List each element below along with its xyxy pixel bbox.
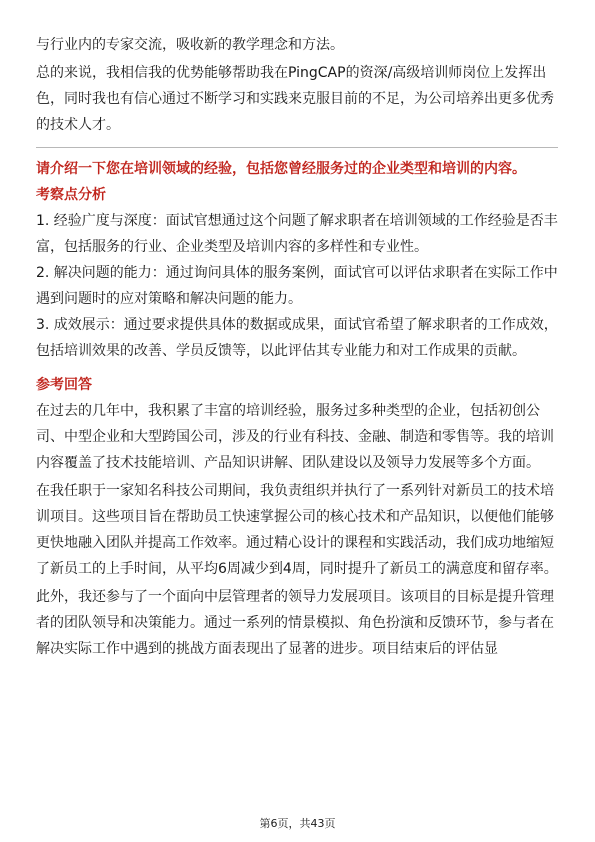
page-number-footer: 第6页，共43页 xyxy=(259,817,336,830)
answer-paragraph: 在过去的几年中，我积累了丰富的培训经验，服务过多种类型的企业，包括初创公司、中型企业和大型跨国公司，涉及的行业有科技、金融、制造和零售等。我的培训内容覆盖了技术技能培训、产品知识讲解、团队建设以及领导力发展等多个方面。 xyxy=(36,403,554,471)
answer-paragraph: 此外，我还参与了一个面向中层管理者的领导力发展项目。该项目的目标是提升管理者的团队领导和决策能力。通过一系列的情景模拟、角色扮演和反馈环节，参与者在解决实际工作中遇到的挑战方面表现出了显著的进步。项目结束后的评估显 xyxy=(36,589,554,657)
intro-paragraph: 总的来说，我相信我的优势能够帮助我在PingCAP的资深/高级培训师岗位上发挥出色，同时我也有信心通过不断学习和实践来克服目前的不足，为公司培养出更多优秀的技术人才。 xyxy=(36,65,554,133)
analysis-item: 1. 经验广度与深度：面试官想通过这个问题了解求职者在培训领域的工作经验是否丰富，包括服务的行业、企业类型及培训内容的多样性和专业性。 xyxy=(36,213,558,255)
intro-paragraph: 与行业内的专家交流，吸收新的教学理念和方法。 xyxy=(36,37,344,53)
divider xyxy=(36,147,558,148)
answer-heading: 参考回答 xyxy=(36,377,92,393)
answer-paragraph: 在我任职于一家知名科技公司期间，我负责组织并执行了一系列针对新员工的技术培训项目。这些项目旨在帮助员工快速掌握公司的核心技术和产品知识，以便他们能够更快地融入团队并提高工作效率。通过精心设计的课程和实践活动，我们成功地缩短了新员工的上手时间，从平均6周减少到4周，同时提升了新员工的满意度和留存率。 xyxy=(36,483,558,577)
analysis-item: 3. 成效展示：通过要求提供具体的数据或成果，面试官希望了解求职者的工作成效，包括培训效果的改善、学员反馈等，以此评估其专业能力和对工作成果的贡献。 xyxy=(36,317,558,359)
question-heading: 请介绍一下您在培训领域的经验，包括您曾经服务过的企业类型和培训的内容。 xyxy=(36,161,526,177)
analysis-heading: 考察点分析 xyxy=(36,187,106,203)
analysis-item: 2. 解决问题的能力：通过询问具体的服务案例，面试官可以评估求职者在实际工作中遇到问题时的应对策略和解决问题的能力。 xyxy=(36,265,558,307)
document-page xyxy=(36,32,558,664)
